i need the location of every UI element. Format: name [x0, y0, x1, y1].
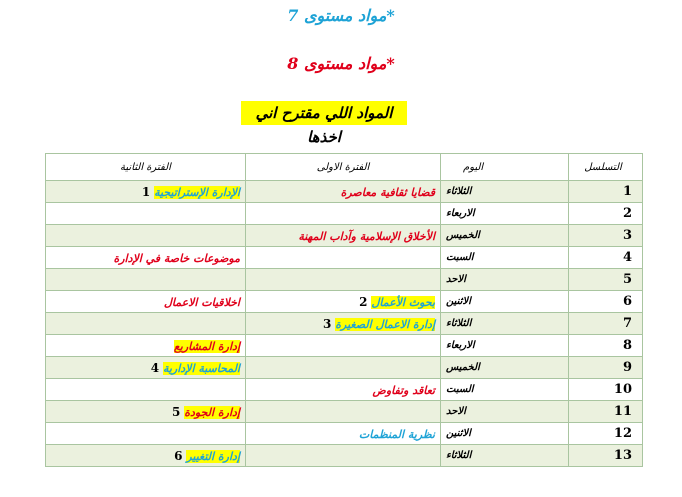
period2-cell — [46, 203, 246, 225]
day-cell: الاحد — [441, 401, 569, 423]
period1-cell — [246, 181, 441, 203]
period2-course: إدارة المشاريع — [173, 339, 240, 353]
day-cell: الاربعاء — [441, 203, 569, 225]
period2-cell — [46, 225, 246, 247]
table-row — [46, 247, 643, 269]
serial-cell: 8 — [569, 335, 643, 357]
day-cell: الاثنين — [441, 423, 569, 445]
period1-cell — [246, 313, 441, 335]
table-header-row — [46, 154, 643, 181]
header-day: اليوم — [441, 154, 569, 181]
day-cell: الاربعاء — [441, 335, 569, 357]
header-period2: الفترة الثانية — [46, 154, 246, 181]
table-row — [46, 291, 643, 313]
period2-course: إدارة الجودة — [184, 405, 240, 419]
period1-course: نظرية المنظمات — [358, 427, 435, 441]
table-row — [46, 181, 643, 203]
period1-cell — [246, 269, 441, 291]
schedule-table — [45, 153, 643, 467]
day-cell: الثلاثاء — [441, 313, 569, 335]
serial-cell: 5 — [569, 269, 643, 291]
serial-cell: 2 — [569, 203, 643, 225]
period1-cell — [246, 379, 441, 401]
day-cell: الثلاثاء — [441, 445, 569, 467]
period2-course: المحاسبة الإدارية — [162, 361, 240, 375]
period2-course: موضوعات خاصة في الإدارة — [113, 251, 240, 265]
period2-course: اخلاقيات الاعمال — [163, 295, 240, 309]
header-serial: التسلسل — [569, 154, 643, 181]
period1-cell — [246, 423, 441, 445]
table-row — [46, 445, 643, 467]
serial-cell: 4 — [569, 247, 643, 269]
period1-cell — [246, 247, 441, 269]
day-cell: السبت — [441, 379, 569, 401]
period2-number: 4 — [150, 360, 160, 375]
period1-cell — [246, 335, 441, 357]
period2-cell — [46, 423, 246, 445]
period2-cell — [46, 401, 246, 423]
period1-course: تعاقد وتفاوض — [372, 383, 435, 397]
period1-cell — [246, 225, 441, 247]
table-row — [46, 203, 643, 225]
level8-heading: *مواد مستوى 8 — [287, 54, 395, 73]
day-cell: الخميس — [441, 225, 569, 247]
period2-cell — [46, 247, 246, 269]
header-period1: الفترة الاولى — [246, 154, 441, 181]
table-row — [46, 357, 643, 379]
suggested-courses-heading: المواد اللي مقترح اني اخذها — [241, 101, 407, 125]
period1-course: إدارة الاعمال الصغيرة — [335, 317, 435, 331]
period1-course: قضايا ثقافية معاصرة — [340, 185, 435, 199]
period2-course: الإدارة الإستراتيجية — [154, 185, 240, 199]
period2-number: 5 — [172, 404, 181, 419]
period1-number: 2 — [359, 294, 368, 309]
period1-course: الأخلاق الإسلامية وآداب المهنة — [298, 229, 435, 243]
period2-cell — [46, 335, 246, 357]
serial-cell: 7 — [569, 313, 643, 335]
serial-cell: 6 — [569, 291, 643, 313]
period2-cell — [46, 445, 246, 467]
day-cell: الاحد — [441, 269, 569, 291]
serial-cell: 12 — [569, 423, 643, 445]
table-row — [46, 225, 643, 247]
table-row — [46, 269, 643, 291]
period1-cell — [246, 445, 441, 467]
day-cell: الثلاثاء — [441, 181, 569, 203]
period2-cell — [46, 313, 246, 335]
period2-cell — [46, 269, 246, 291]
day-cell: السبت — [441, 247, 569, 269]
period2-cell — [46, 291, 246, 313]
serial-cell: 10 — [569, 379, 643, 401]
day-cell: الاثنين — [441, 291, 569, 313]
serial-cell: 9 — [569, 357, 643, 379]
table-row — [46, 423, 643, 445]
day-cell: الخميس — [441, 357, 569, 379]
period2-course: إدارة التغيير — [186, 449, 240, 463]
period2-cell — [46, 357, 246, 379]
table-row — [46, 401, 643, 423]
serial-cell: 13 — [569, 445, 643, 467]
period1-cell — [246, 357, 441, 379]
period1-number: 3 — [323, 316, 332, 331]
period2-number: 6 — [174, 448, 183, 463]
period1-cell — [246, 203, 441, 225]
period2-cell — [46, 181, 246, 203]
period2-cell — [46, 379, 246, 401]
period1-cell — [246, 291, 441, 313]
serial-cell: 1 — [569, 181, 643, 203]
table-row — [46, 313, 643, 335]
table-row — [46, 335, 643, 357]
level7-heading: *مواد مستوى 7 — [287, 6, 395, 25]
serial-cell: 11 — [569, 401, 643, 423]
period1-cell — [246, 401, 441, 423]
serial-cell: 3 — [569, 225, 643, 247]
period1-course: بحوث الأعمال — [371, 295, 435, 309]
period2-number: 1 — [141, 184, 151, 199]
table-row — [46, 379, 643, 401]
